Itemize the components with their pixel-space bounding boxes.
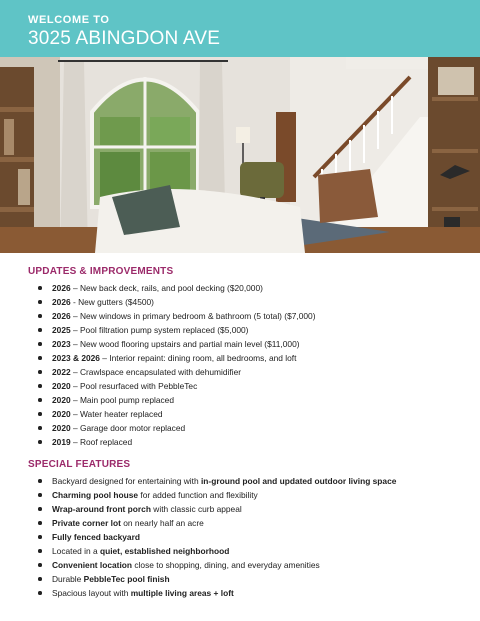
list-item: Convenient location close to shopping, dining, and everyday amenities (38, 558, 396, 572)
list-item: Wrap-around front porch with classic curb appeal (38, 502, 396, 516)
list-item: Located in a quiet, established neighborhood (38, 544, 396, 558)
list-item: Charming pool house for added function and flexibility (38, 488, 396, 502)
list-item: Durable PebbleTec pool finish (38, 572, 396, 586)
welcome-label: WELCOME TO (28, 14, 110, 26)
list-item: 2026 - New gutters ($4500) (38, 295, 315, 309)
updates-list (38, 281, 315, 449)
list-item: Fully fenced backyard (38, 530, 396, 544)
list-item: Backyard designed for entertaining with in-ground pool and updated outdoor living space (38, 474, 396, 488)
list-item: 2023 & 2026 – Interior repaint: dining room, all bedrooms, and loft (38, 351, 315, 365)
list-item: 2020 – Pool resurfaced with PebbleTec (38, 379, 315, 393)
updates-title: UPDATES & IMPROVEMENTS (28, 266, 174, 277)
features-list (38, 474, 396, 600)
list-item: 2023 – New wood flooring upstairs and partial main level ($11,000) (38, 337, 315, 351)
list-item: 2026 – New back deck, rails, and pool decking ($20,000) (38, 281, 315, 295)
list-item: 2020 – Garage door motor replaced (38, 421, 315, 435)
living-room-photo (0, 57, 480, 253)
list-item: 2025 – Pool filtration pump system replaced ($5,000) (38, 323, 315, 337)
property-address: 3025 ABINGDON AVE (28, 28, 221, 49)
header-banner (0, 0, 480, 57)
list-item: 2026 – New windows in primary bedroom & bathroom (5 total) ($7,000) (38, 309, 315, 323)
list-item: Private corner lot on nearly half an acre (38, 516, 396, 530)
list-item: 2020 – Main pool pump replaced (38, 393, 315, 407)
list-item: 2022 – Crawlspace encapsulated with dehumidifier (38, 365, 315, 379)
list-item: Spacious layout with multiple living areas + loft (38, 586, 396, 600)
list-item: 2019 – Roof replaced (38, 435, 315, 449)
list-item: 2020 – Water heater replaced (38, 407, 315, 421)
features-title: SPECIAL FEATURES (28, 459, 131, 470)
